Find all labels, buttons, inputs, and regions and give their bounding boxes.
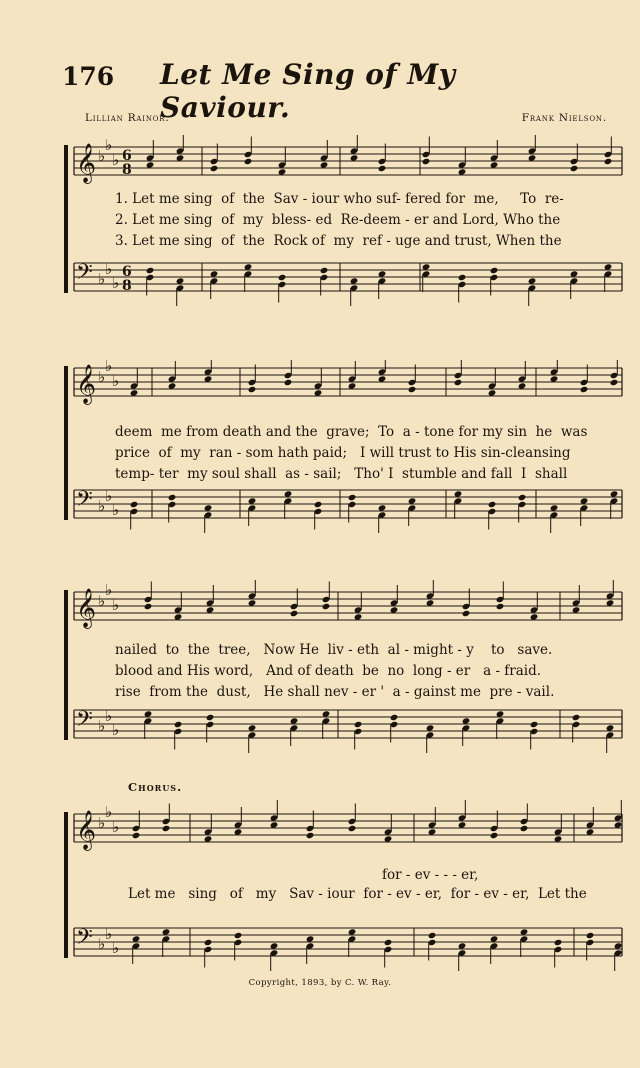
composer-credit: Frank Nielson.	[521, 112, 607, 124]
svg-text:♭: ♭	[98, 497, 106, 515]
lyric-line-1-1: 1. Let me sing of the Sav - iour who suf- fered for me, To re-	[115, 191, 564, 207]
hymn-number: 176	[62, 62, 115, 91]
lyric-line-3-1: nailed to the tree, Now He liv - eth al - might - y to save.	[115, 642, 553, 658]
svg-text:♭: ♭	[105, 360, 113, 375]
svg-text:♭: ♭	[112, 939, 120, 957]
svg-text:6: 6	[122, 264, 132, 280]
svg-text:♭: ♭	[98, 717, 106, 735]
lyric-line-2-1: deem me from death and the grave; To a - tone for my sin he was	[115, 424, 588, 440]
svg-text:𝄢: 𝄢	[76, 487, 93, 517]
svg-text:♭: ♭	[105, 487, 113, 505]
svg-text:♭: ♭	[98, 935, 106, 953]
svg-text:8: 8	[122, 278, 132, 294]
svg-text:♭: ♭	[98, 814, 106, 832]
svg-text:8: 8	[122, 162, 132, 178]
lyric-line-3-3: rise from the dust, He shall nev - er ' a - gainst me pre - vail.	[115, 684, 555, 700]
svg-text:♭: ♭	[112, 721, 120, 739]
svg-text:𝄞: 𝄞	[76, 588, 97, 628]
lyric-line-1-3: 3. Let me sing of the Rock of my ref - uge and trust, When the	[115, 233, 562, 249]
svg-text:♭: ♭	[98, 270, 106, 288]
svg-text:♭: ♭	[105, 260, 113, 278]
svg-text:♭: ♭	[112, 151, 120, 169]
svg-text:♭: ♭	[105, 707, 113, 725]
svg-text:♭: ♭	[98, 368, 106, 386]
svg-text:♭: ♭	[112, 596, 120, 614]
svg-text:♭: ♭	[112, 372, 120, 390]
svg-text:♭: ♭	[105, 925, 113, 943]
svg-text:𝄞: 𝄞	[76, 364, 97, 404]
lyricist-credit: Lillian Rainor.	[85, 112, 170, 124]
svg-text:♭: ♭	[105, 136, 113, 154]
lyric-line-3-2: blood and His word, And of death be no long - er a - fraid.	[115, 663, 542, 679]
hymn-title: Let Me Sing of My Saviour.	[160, 58, 456, 124]
svg-text:♭: ♭	[98, 147, 106, 165]
svg-text:𝄞: 𝄞	[76, 143, 97, 183]
svg-text:𝄞: 𝄞	[76, 810, 97, 850]
svg-text:𝄢: 𝄢	[76, 925, 93, 955]
lyric-line-2-3: temp- ter my soul shall as - sail; Tho' I stumble and fall I shall	[115, 466, 568, 482]
svg-text:♭: ♭	[112, 274, 120, 292]
svg-text:♭: ♭	[105, 581, 113, 599]
svg-text:𝄢: 𝄢	[76, 707, 93, 737]
copyright-notice: Copyright, 1893, by C. W. Ray.	[248, 978, 392, 988]
chorus-alto-line: for - ev - - - er,	[382, 867, 479, 883]
svg-text:6: 6	[122, 148, 132, 164]
svg-text:𝄢: 𝄢	[76, 260, 93, 290]
svg-text:♭: ♭	[98, 592, 106, 610]
svg-text:♭: ♭	[112, 818, 120, 836]
lyric-line-2-2: price of my ran - som hath paid; I will trust to His sin-cleansing	[115, 445, 571, 461]
svg-text:♭: ♭	[112, 501, 120, 519]
chorus-lyric-line: Let me sing of my Sav - iour for - ev - er, for - ev - er, Let the	[128, 886, 587, 902]
lyric-line-1-2: 2. Let me sing of my bless- ed Re-deem - er and Lord, Who the	[115, 212, 561, 228]
svg-text:♭: ♭	[105, 803, 113, 821]
chorus-label: Chorus.	[128, 780, 183, 794]
